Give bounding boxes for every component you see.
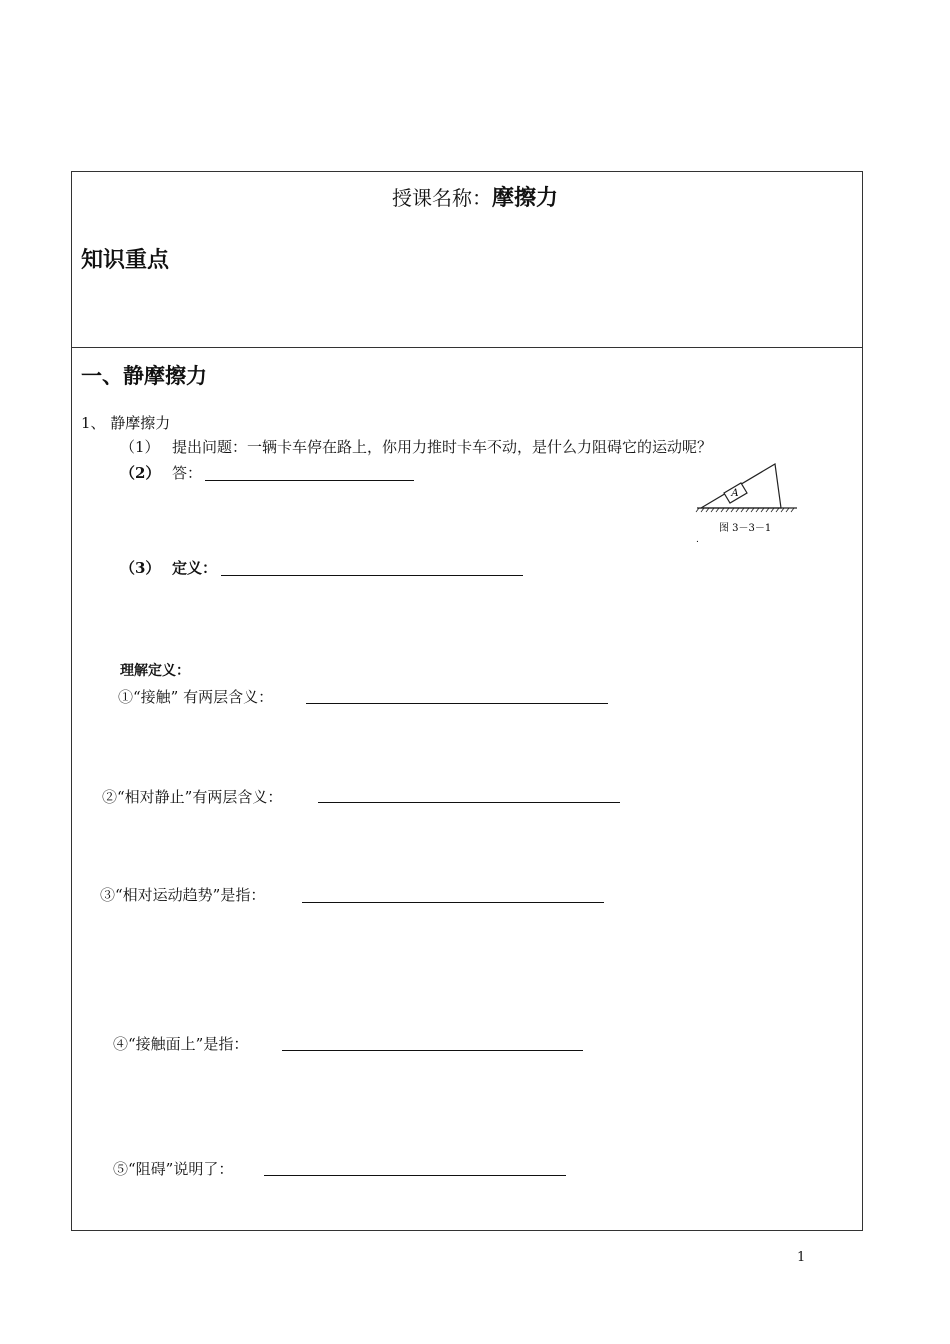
question3-text: 定义： — [172, 559, 218, 577]
question1-text: 提出问题：一辆卡车停在路上，你用力推时卡车不动，是什么力阻碍它的运动呢？ — [172, 438, 713, 456]
question3-number: （3） — [120, 559, 161, 577]
ground-hatching — [696, 508, 794, 512]
definition-blank-line — [221, 575, 523, 576]
answer-blank-line — [205, 480, 414, 481]
blank-line-5 — [264, 1175, 566, 1176]
understanding-point-4: ④“接触面上”是指： — [113, 1035, 249, 1053]
incline-figure — [695, 458, 810, 544]
blank-line-2 — [318, 802, 620, 803]
understanding-point-2: ②“相对静止”有两层含义： — [102, 788, 283, 806]
understanding-point-5: ⑤“阻碍”说明了： — [113, 1160, 234, 1178]
blank-line-4 — [282, 1050, 583, 1051]
course-label: 授课名称： — [391, 186, 492, 210]
question1-number: （1） — [120, 438, 160, 456]
question2-text: 答： — [172, 464, 203, 482]
page-number: 1 — [797, 1250, 806, 1265]
understanding-point-1: ①“接触” 有两层含义： — [118, 688, 274, 706]
section-heading-static-friction: 一、静摩擦力 — [81, 364, 207, 388]
blank-line-3 — [302, 902, 604, 903]
item1-title: 1、 静摩擦力 — [81, 414, 171, 432]
blank-line-1 — [306, 703, 608, 704]
question2-number: （2） — [120, 464, 161, 482]
course-title — [0, 185, 950, 212]
course-name: 摩擦力 — [491, 186, 558, 211]
understanding-point-3: ③“相对运动趋势”是指： — [100, 886, 266, 904]
figure-caption: 图 3－3－1 — [719, 523, 772, 534]
understand-definition-label: 理解定义： — [120, 663, 190, 679]
key-points-heading: 知识重点 — [81, 248, 170, 273]
block-a-label: A — [731, 488, 739, 499]
figure-dot: . — [696, 535, 699, 544]
